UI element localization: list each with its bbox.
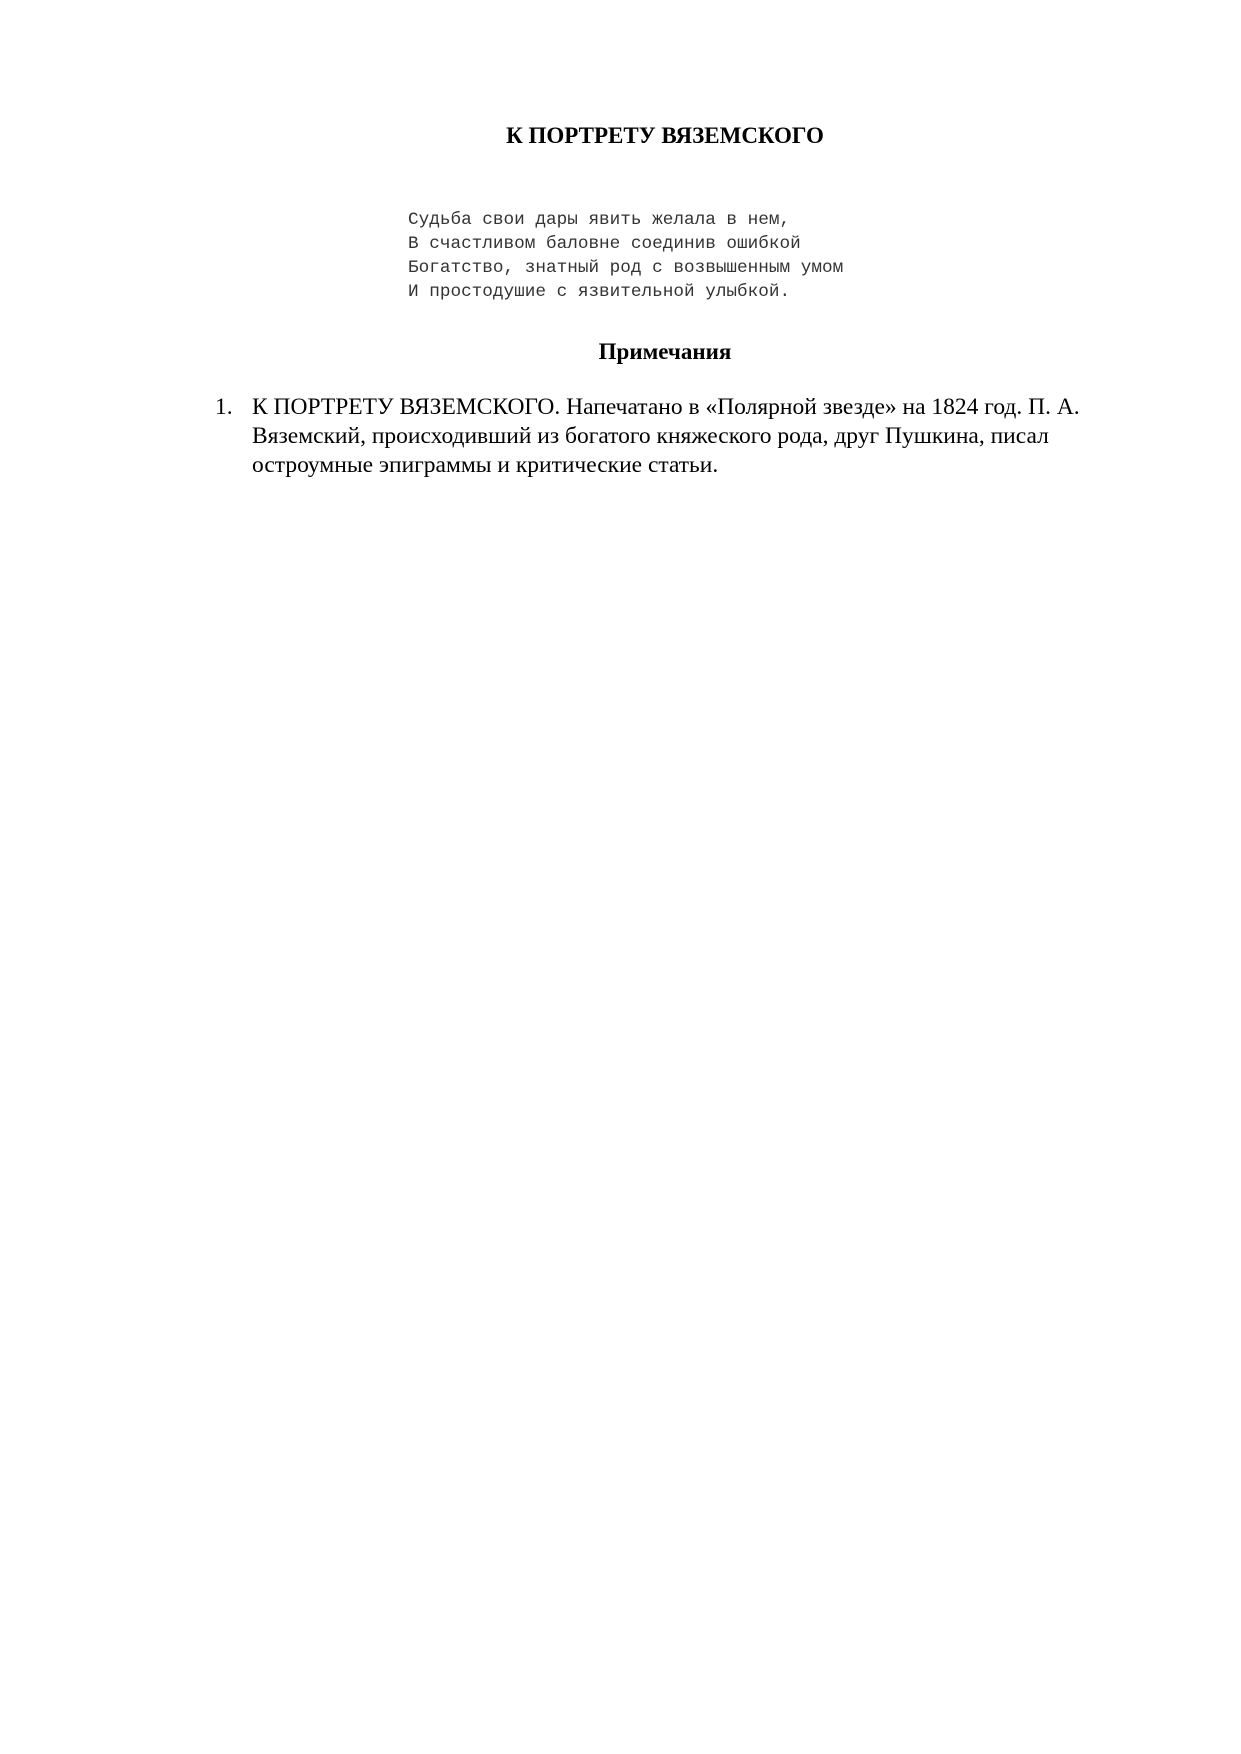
poem-line: В счастливом баловне соединив ошибкой [408,234,801,254]
poem-line: Судьба свои дары явить желала в нем, [408,210,791,230]
poem-title: К ПОРТРЕТУ ВЯЗЕМСКОГО [506,123,824,148]
note-text: К ПОРТРЕТУ ВЯЗЕМСКОГО. Напечатано в «Полярной звезде» на 1824 год. П. А. Вяземский, происходивший из богатого княжеского рода, друг Пушкина, писал остроумные эпиграммы и критические статьи. [252,394,1080,478]
poem-block [408,208,843,304]
note-number: 1. [215,394,233,420]
poem-line: И простодушие с язвительной улыбкой. [408,282,791,302]
notes-list [215,393,1155,480]
poem-line: Богатство, знатный род с возвышенным умом [408,258,844,278]
notes-heading: Примечания [598,339,732,364]
note-item [215,393,1155,480]
